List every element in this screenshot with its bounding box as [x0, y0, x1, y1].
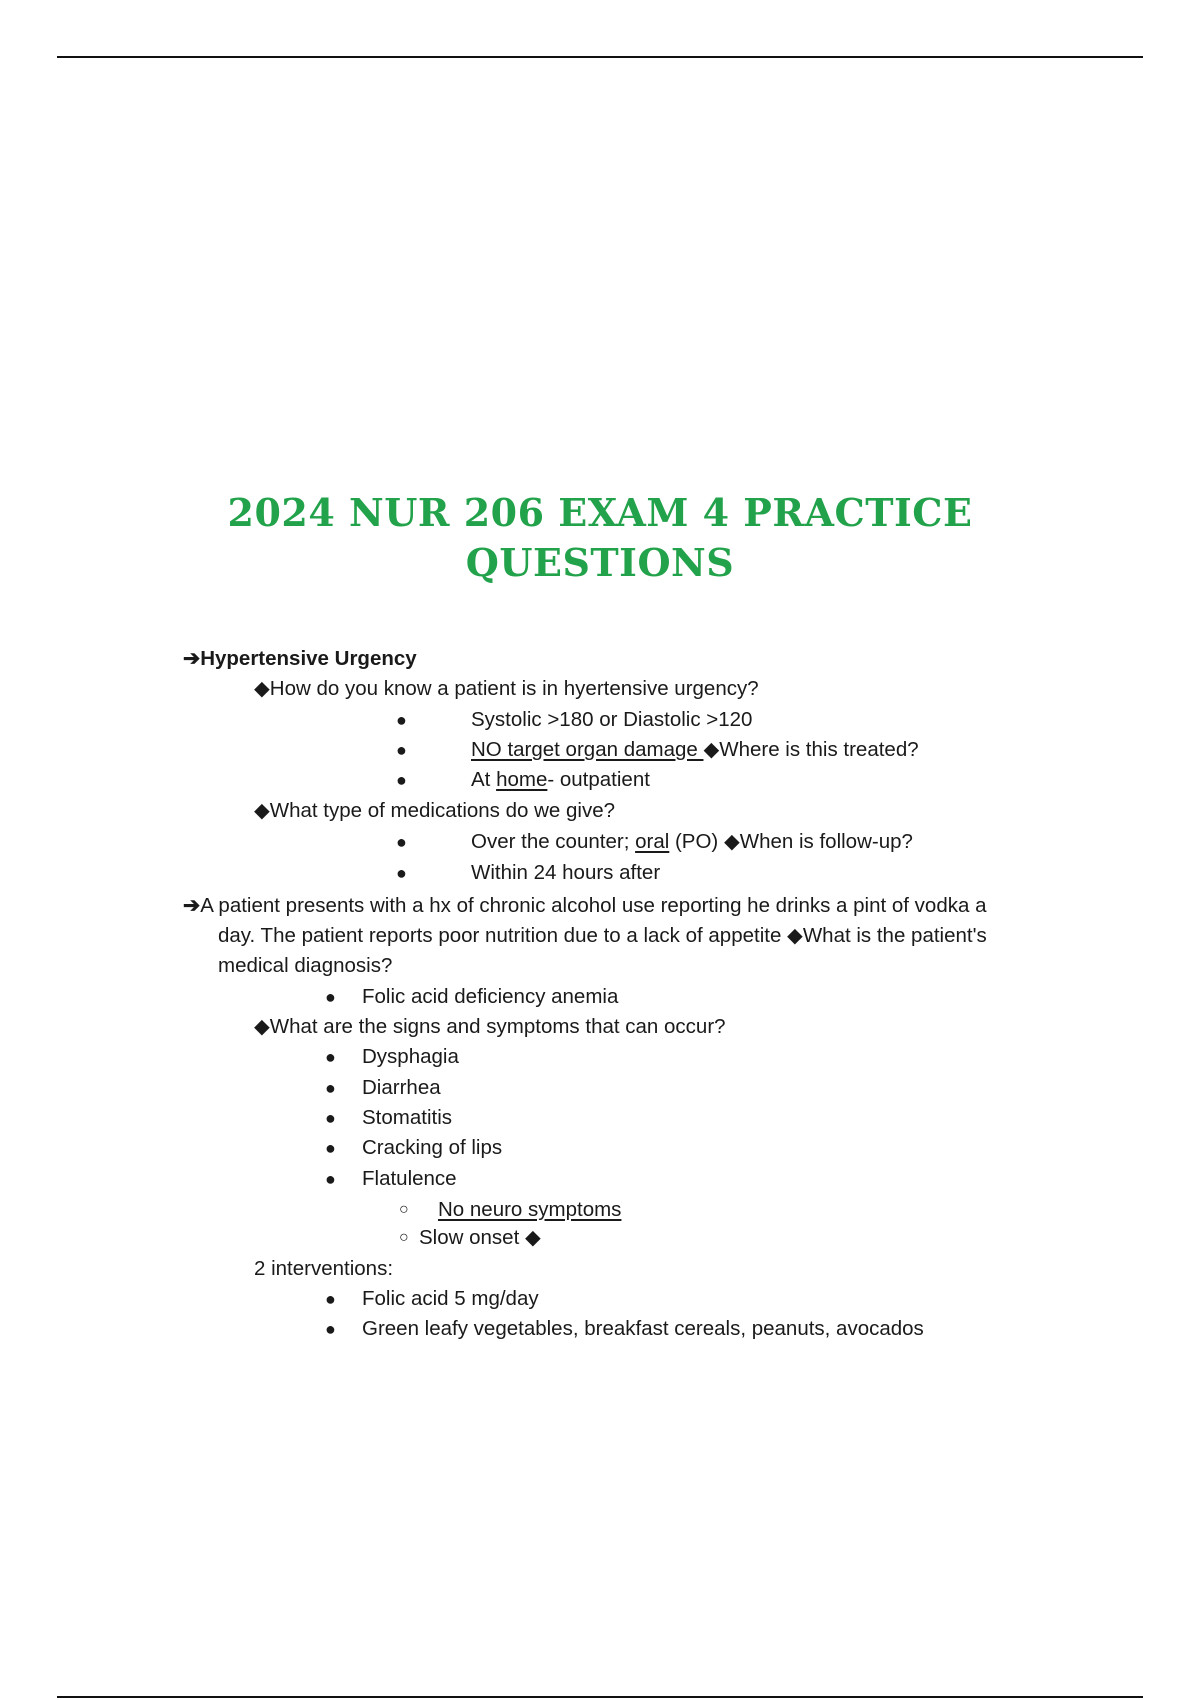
case-line-2: [218, 922, 987, 950]
arrow-icon: ➔: [183, 647, 201, 670]
bullet-icon: ●: [325, 987, 336, 1007]
sub-list-item: [419, 1224, 541, 1252]
text: Over the counter;: [471, 830, 636, 853]
question-text: Where is this treated?: [719, 738, 919, 761]
document-title: [0, 488, 1200, 588]
list-item: Systolic >180 or Diastolic >120: [471, 708, 753, 731]
case-line-1: [183, 892, 987, 920]
underlined-text: oral: [635, 830, 670, 853]
bullet-icon: ●: [325, 1138, 336, 1158]
heading-text: Hypertensive Urgency: [200, 647, 417, 670]
list-item: Diarrhea: [362, 1076, 441, 1099]
bullet-icon: ●: [396, 832, 407, 852]
list-item: [471, 736, 919, 764]
underlined-text: home: [496, 768, 548, 791]
list-item: [471, 828, 913, 856]
list-item: Dysphagia: [362, 1045, 459, 1068]
diamond-icon: ◆: [723, 830, 740, 853]
question-signs: [254, 1013, 726, 1041]
text: (PO): [669, 830, 724, 853]
title-line-2: QUESTIONS: [465, 540, 735, 585]
bullet-icon: ●: [325, 1078, 336, 1098]
case-text: A patient presents with a hx of chronic alcohol use reporting he drinks a pint of vodka a: [200, 894, 987, 917]
circle-bullet-icon: ○: [399, 1229, 409, 1246]
question-1: [254, 675, 759, 703]
list-item: Flatulence: [362, 1167, 457, 1190]
question-text: How do you know a patient is in hyertensive urgency?: [269, 677, 759, 700]
list-item: Folic acid 5 mg/day: [362, 1287, 539, 1310]
sub-list-item: [438, 1196, 621, 1224]
diamond-icon: ◆: [254, 799, 270, 822]
list-item: Green leafy vegetables, breakfast cereals, peanuts, avocados: [362, 1317, 924, 1340]
bullet-icon: ●: [325, 1047, 336, 1067]
list-item: Cracking of lips: [362, 1136, 503, 1159]
list-item: Stomatitis: [362, 1106, 452, 1129]
text: At: [471, 768, 497, 791]
underlined-text: NO target organ damage: [471, 738, 704, 761]
diamond-icon: ◆: [254, 1015, 270, 1038]
section-heading-hypertensive: [183, 645, 417, 673]
diamond-icon: ◆: [524, 1226, 541, 1249]
header-rule: [57, 56, 1143, 58]
footer-rule: [57, 1696, 1143, 1698]
case-line-3: medical diagnosis?: [218, 954, 393, 977]
bullet-icon: ●: [325, 1319, 336, 1339]
bullet-icon: ●: [325, 1289, 336, 1309]
diamond-icon: ◆: [703, 738, 720, 761]
bullet-icon: ●: [396, 740, 407, 760]
bullet-icon: ●: [396, 863, 407, 883]
question-3: [254, 797, 615, 825]
question-text: What are the signs and symptoms that can occur?: [269, 1015, 726, 1038]
arrow-icon: ➔: [183, 894, 201, 917]
circle-bullet-icon: ○: [399, 1201, 409, 1218]
question-text: When is follow-up?: [739, 830, 913, 853]
question-text: What type of medications do we give?: [269, 799, 616, 822]
question-text: What is the patient's: [802, 924, 987, 947]
text: Slow onset: [419, 1226, 525, 1249]
bullet-icon: ●: [396, 770, 407, 790]
diamond-icon: ◆: [254, 677, 270, 700]
bullet-icon: ●: [325, 1108, 336, 1128]
bullet-icon: ●: [325, 1169, 336, 1189]
bullet-icon: ●: [396, 710, 407, 730]
text: - outpatient: [547, 768, 650, 791]
diamond-icon: ◆: [787, 924, 803, 947]
interventions-label: 2 interventions:: [254, 1257, 394, 1280]
list-item: Folic acid deficiency anemia: [362, 985, 619, 1008]
list-item: [471, 766, 650, 794]
underlined-text: No neuro symptoms: [438, 1198, 622, 1221]
title-line-1: 2024 NUR 206 EXAM 4 PRACTICE: [227, 490, 973, 535]
list-item: Within 24 hours after: [471, 861, 661, 884]
case-text: day. The patient reports poor nutrition due to a lack of appetite: [218, 924, 788, 947]
